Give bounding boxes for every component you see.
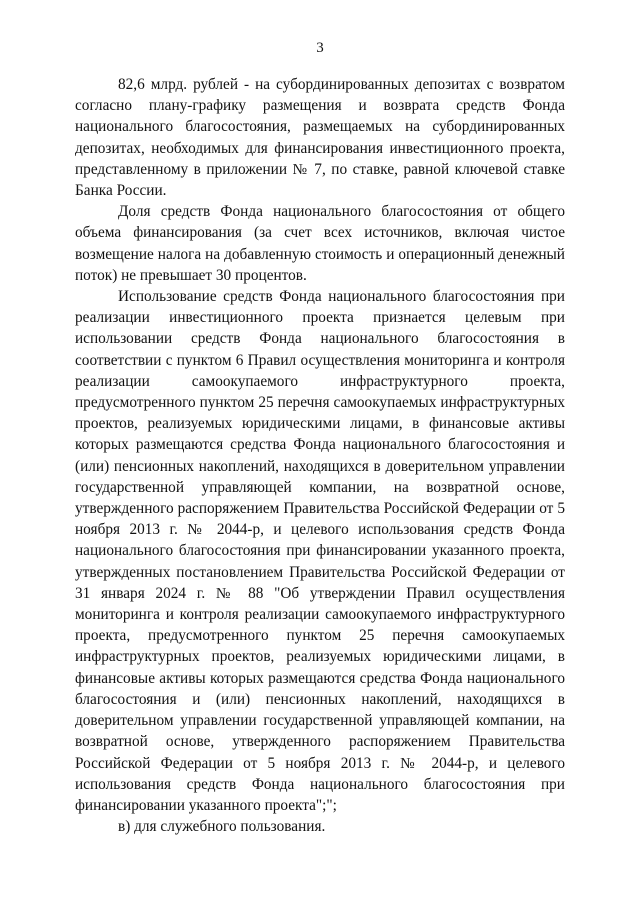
paragraph-target-use: Использование средств Фонда национального благосостояния при реализации инвестиционного проекта признается целевым при использовании средств Фонда национального благосостояния в соответствии с пунктом 6 Правил осуществления мониторинга и контроля реализации самоокупаемого инфраструктурного проекта, предусмотренного пунктом 25 перечня самоокупаемых инфраструктурных проектов, реализуемых юридическими лицами, в финансовые активы которых размещаются средства Фонда национального благосостояния и (или) пенсионных накоплений, находящихся в доверительном управлении государственной управляющей компании, на возвратной основе, утвержденного распоряжением Правительства Российской Федерации от 5 ноября 2013 г. № 2044-р, и целевого использования средств Фонда национального благосостояния при финансировании указанного проекта, утвержденных постановлением Правительства Российской Федерации от 31 января 2024 г. № 88 "Об утверждении Правил осуществления мониторинга и контроля реализации самоокупаемого инфраструктурного проекта, предусмотренного пунктом 25 перечня самоокупаемых инфраструктурных проектов, реализуемых юридическими лицами, в финансовые активы которых размещаются средства Фонда национального благосостояния и (или) пенсионных накоплений, находящихся в доверительном управлении государственной управляющей компании, на возвратной основе, утвержденного распоряжением Правительства Российской Федерации от 5 ноября 2013 г. № 2044-р, и целевого использования средств Фонда национального благосостояния при финансировании указанного проекта";"; bbox=[75, 288, 565, 814]
paragraph-fund-share: Доля средств Фонда национального благосостояния от общего объема финансирования (за счет всех источников, включая чистое возмещение налога на добавленную стоимость и операционный денежный поток) не превышает 30 процентов. bbox=[75, 203, 565, 284]
paragraph-deposit-terms: 82,6 млрд. рублей - на субординированных депозитах с возвратом согласно плану-графику размещения и возврата средств Фонда национального благосостояния, размещаемых на субординированных депозитах, необходимых для финансирования инвестиционного проекта, представленному в приложении № 7, по ставке, равной ключевой ставке Банка России. bbox=[75, 76, 565, 200]
document-body bbox=[75, 74, 565, 837]
paragraph-classification: в) для служебного пользования. bbox=[118, 818, 326, 836]
page-number: 3 bbox=[316, 40, 324, 56]
